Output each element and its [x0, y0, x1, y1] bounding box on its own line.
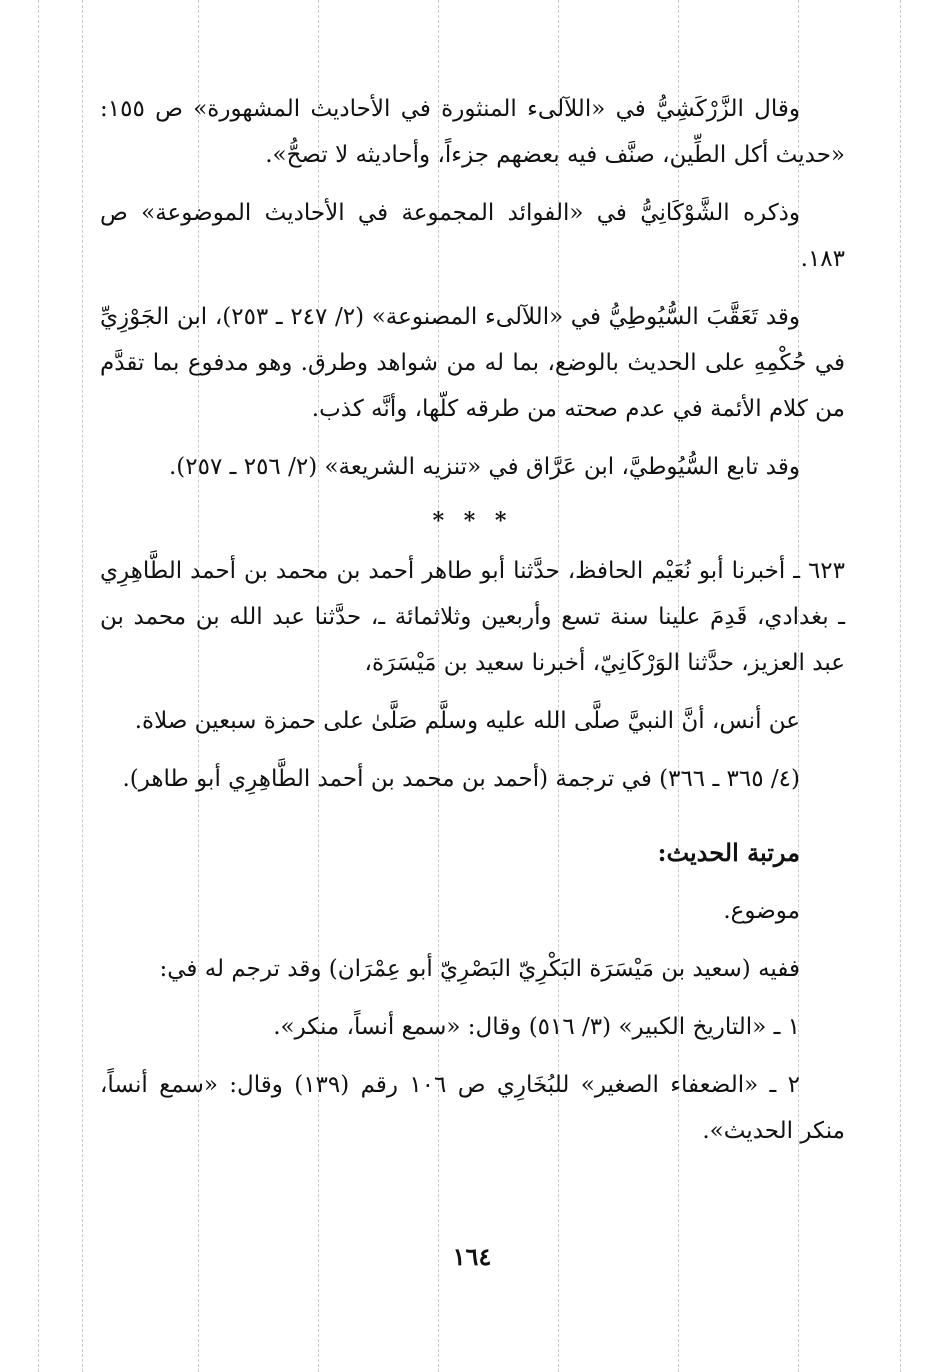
grading-reason: ففيه (سعيد بن مَيْسَرَة البَكْرِيّ البَصْرِيّ أبو عِمْرَان) وقد ترجم له في:	[159, 956, 800, 982]
section-separator: * * *	[432, 508, 513, 534]
hadith-matn: عن أنس، أنَّ النبيَّ صلَّى الله عليه وسلَّم صَلَّىٰ على حمزة سبعين صلاة.	[134, 708, 800, 734]
paragraph-shawkani: وذكره الشَّوْكَانِيُّ في «الفوائد المجموعة في الأحاديث الموضوعة» ص ١٨٣.	[100, 200, 845, 272]
guide-line	[82, 0, 83, 1372]
grading-source-2: ٢ ـ «الضعفاء الصغير» للبُخَارِي ص ١٠٦ رقم (١٣٩) وقال: «سمع أنساً، منكر الحديث».	[100, 1072, 845, 1144]
hadith-isnad: ٦٢٣ ـ أخبرنا أبو نُعَيْم الحافظ، حدَّثنا أبو طاهر أحمد بن محمد بن أحمد الطَّاهِرِي ـ بغدادي، قَدِمَ علينا سنة تسع وأربعين وثلاثمائة ـ، حدَّثنا عبد الله بن محمد بن عبد العزيز، حدَّثنا الوَرْكَانِيّ، أخبرنا سعيد بن مَيْسَرَة،	[100, 558, 845, 676]
paragraph-zarkashi: وقال الزَّرْكَشِيُّ في «اللآلىء المنثورة في الأحاديث المشهورة» ص ١٥٥: «حديث أكل الطِّين، صنَّف فيه بعضهم جزءاً، وأحاديثه لا تصحُّ».	[100, 96, 845, 168]
grading-heading: مرتبة الحديث:	[657, 838, 800, 867]
hadith-reference: (٤/ ٣٦٥ ـ ٣٦٦) في ترجمة (أحمد بن محمد بن أحمد الطَّاهِرِي أبو طاهر).	[122, 766, 800, 792]
guide-line	[38, 0, 39, 1372]
paragraph-ibn-arraq: وقد تابع السُّيُوطيَّ، ابن عَرَّاق في «تنزيه الشريعة» (٢/ ٢٥٦ ـ ٢٥٧).	[168, 454, 800, 480]
page-number: ١٦٤	[452, 1242, 492, 1271]
paragraph-suyuti-critique: وقد تَعَقَّبَ السُّيُوطِيُّ في «اللآلىء المصنوعة» (٢/ ٢٤٧ ـ ٢٥٣)، ابن الجَوْزِيِّ في حُكْمِهِ على الحديث بالوضع، بما له من شواهد وطرق. وهو مدفوع بما تقدَّم من كلام الأئمة في عدم صحته من طرقه كلّها، وأنَّه كذب.	[100, 304, 845, 422]
grading-verdict: موضوع.	[723, 898, 800, 924]
page-body	[100, 86, 845, 1166]
guide-line	[900, 0, 901, 1372]
grading-source-1: ١ ـ «التاريخ الكبير» (٣/ ٥١٦) وقال: «سمع أنساً، منكر».	[273, 1014, 800, 1040]
